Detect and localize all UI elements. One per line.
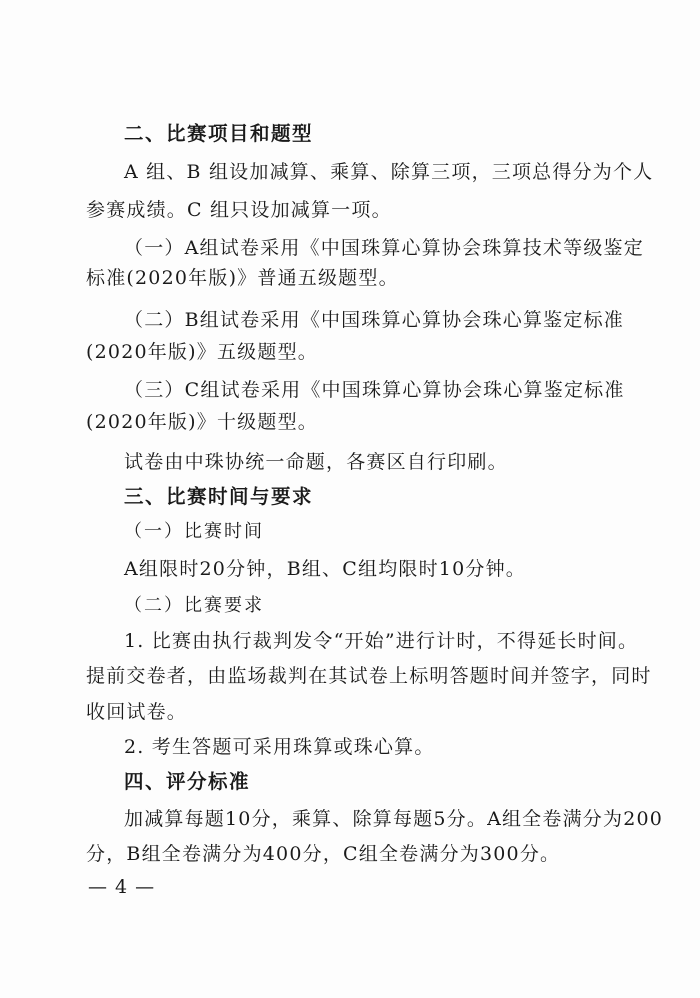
paragraph-line: 标准(2020年版)》普通五级题型。 xyxy=(86,267,399,289)
paragraph-line: （三）C组试卷采用《中国珠算心算协会珠心算鉴定标准 xyxy=(124,379,625,401)
paragraph-line: 1. 比赛由执行裁判发令“开始”进行计时，不得延长时间。 xyxy=(124,630,639,652)
subsection-heading: （一）比赛时间 xyxy=(124,521,264,542)
paragraph-line: 收回试卷。 xyxy=(86,701,188,723)
paragraph-line: 分，B组全卷满分为400分，C组全卷满分为300分。 xyxy=(86,843,561,865)
paragraph-line: 参赛成绩。C 组只设加减算一项。 xyxy=(86,199,392,221)
page-number: — 4 — xyxy=(88,876,156,898)
paragraph-line: (2020年版)》十级题型。 xyxy=(86,411,318,433)
section-heading-4: 四、评分标准 xyxy=(124,770,251,793)
paragraph-line: 试卷由中珠协统一命题，各赛区自行印刷。 xyxy=(124,451,508,473)
paragraph-line: 提前交卷者，由监场裁判在其试卷上标明答题时间并签字，同时 xyxy=(86,665,652,687)
paragraph-line: （二）B组试卷采用《中国珠算心算协会珠心算鉴定标准 xyxy=(124,309,624,331)
subsection-heading: （二）比赛要求 xyxy=(124,595,264,616)
paragraph-line: 2. 考生答题可采用珠算或珠心算。 xyxy=(124,736,435,758)
paragraph-line: （一）A组试卷采用《中国珠算心算协会珠算技术等级鉴定 xyxy=(124,237,644,259)
paragraph-line: 加减算每题10分，乘算、除算每题5分。A组全卷满分为200 xyxy=(124,808,664,830)
section-heading-3: 三、比赛时间与要求 xyxy=(124,485,314,508)
paragraph-line: A组限时20分钟，B组、C组均限时10分钟。 xyxy=(124,558,526,580)
section-heading-2: 二、比赛项目和题型 xyxy=(124,122,314,145)
paragraph-line: (2020年版)》五级题型。 xyxy=(86,341,318,363)
paragraph-line: A 组、B 组设加减算、乘算、除算三项，三项总得分为个人 xyxy=(124,161,654,183)
